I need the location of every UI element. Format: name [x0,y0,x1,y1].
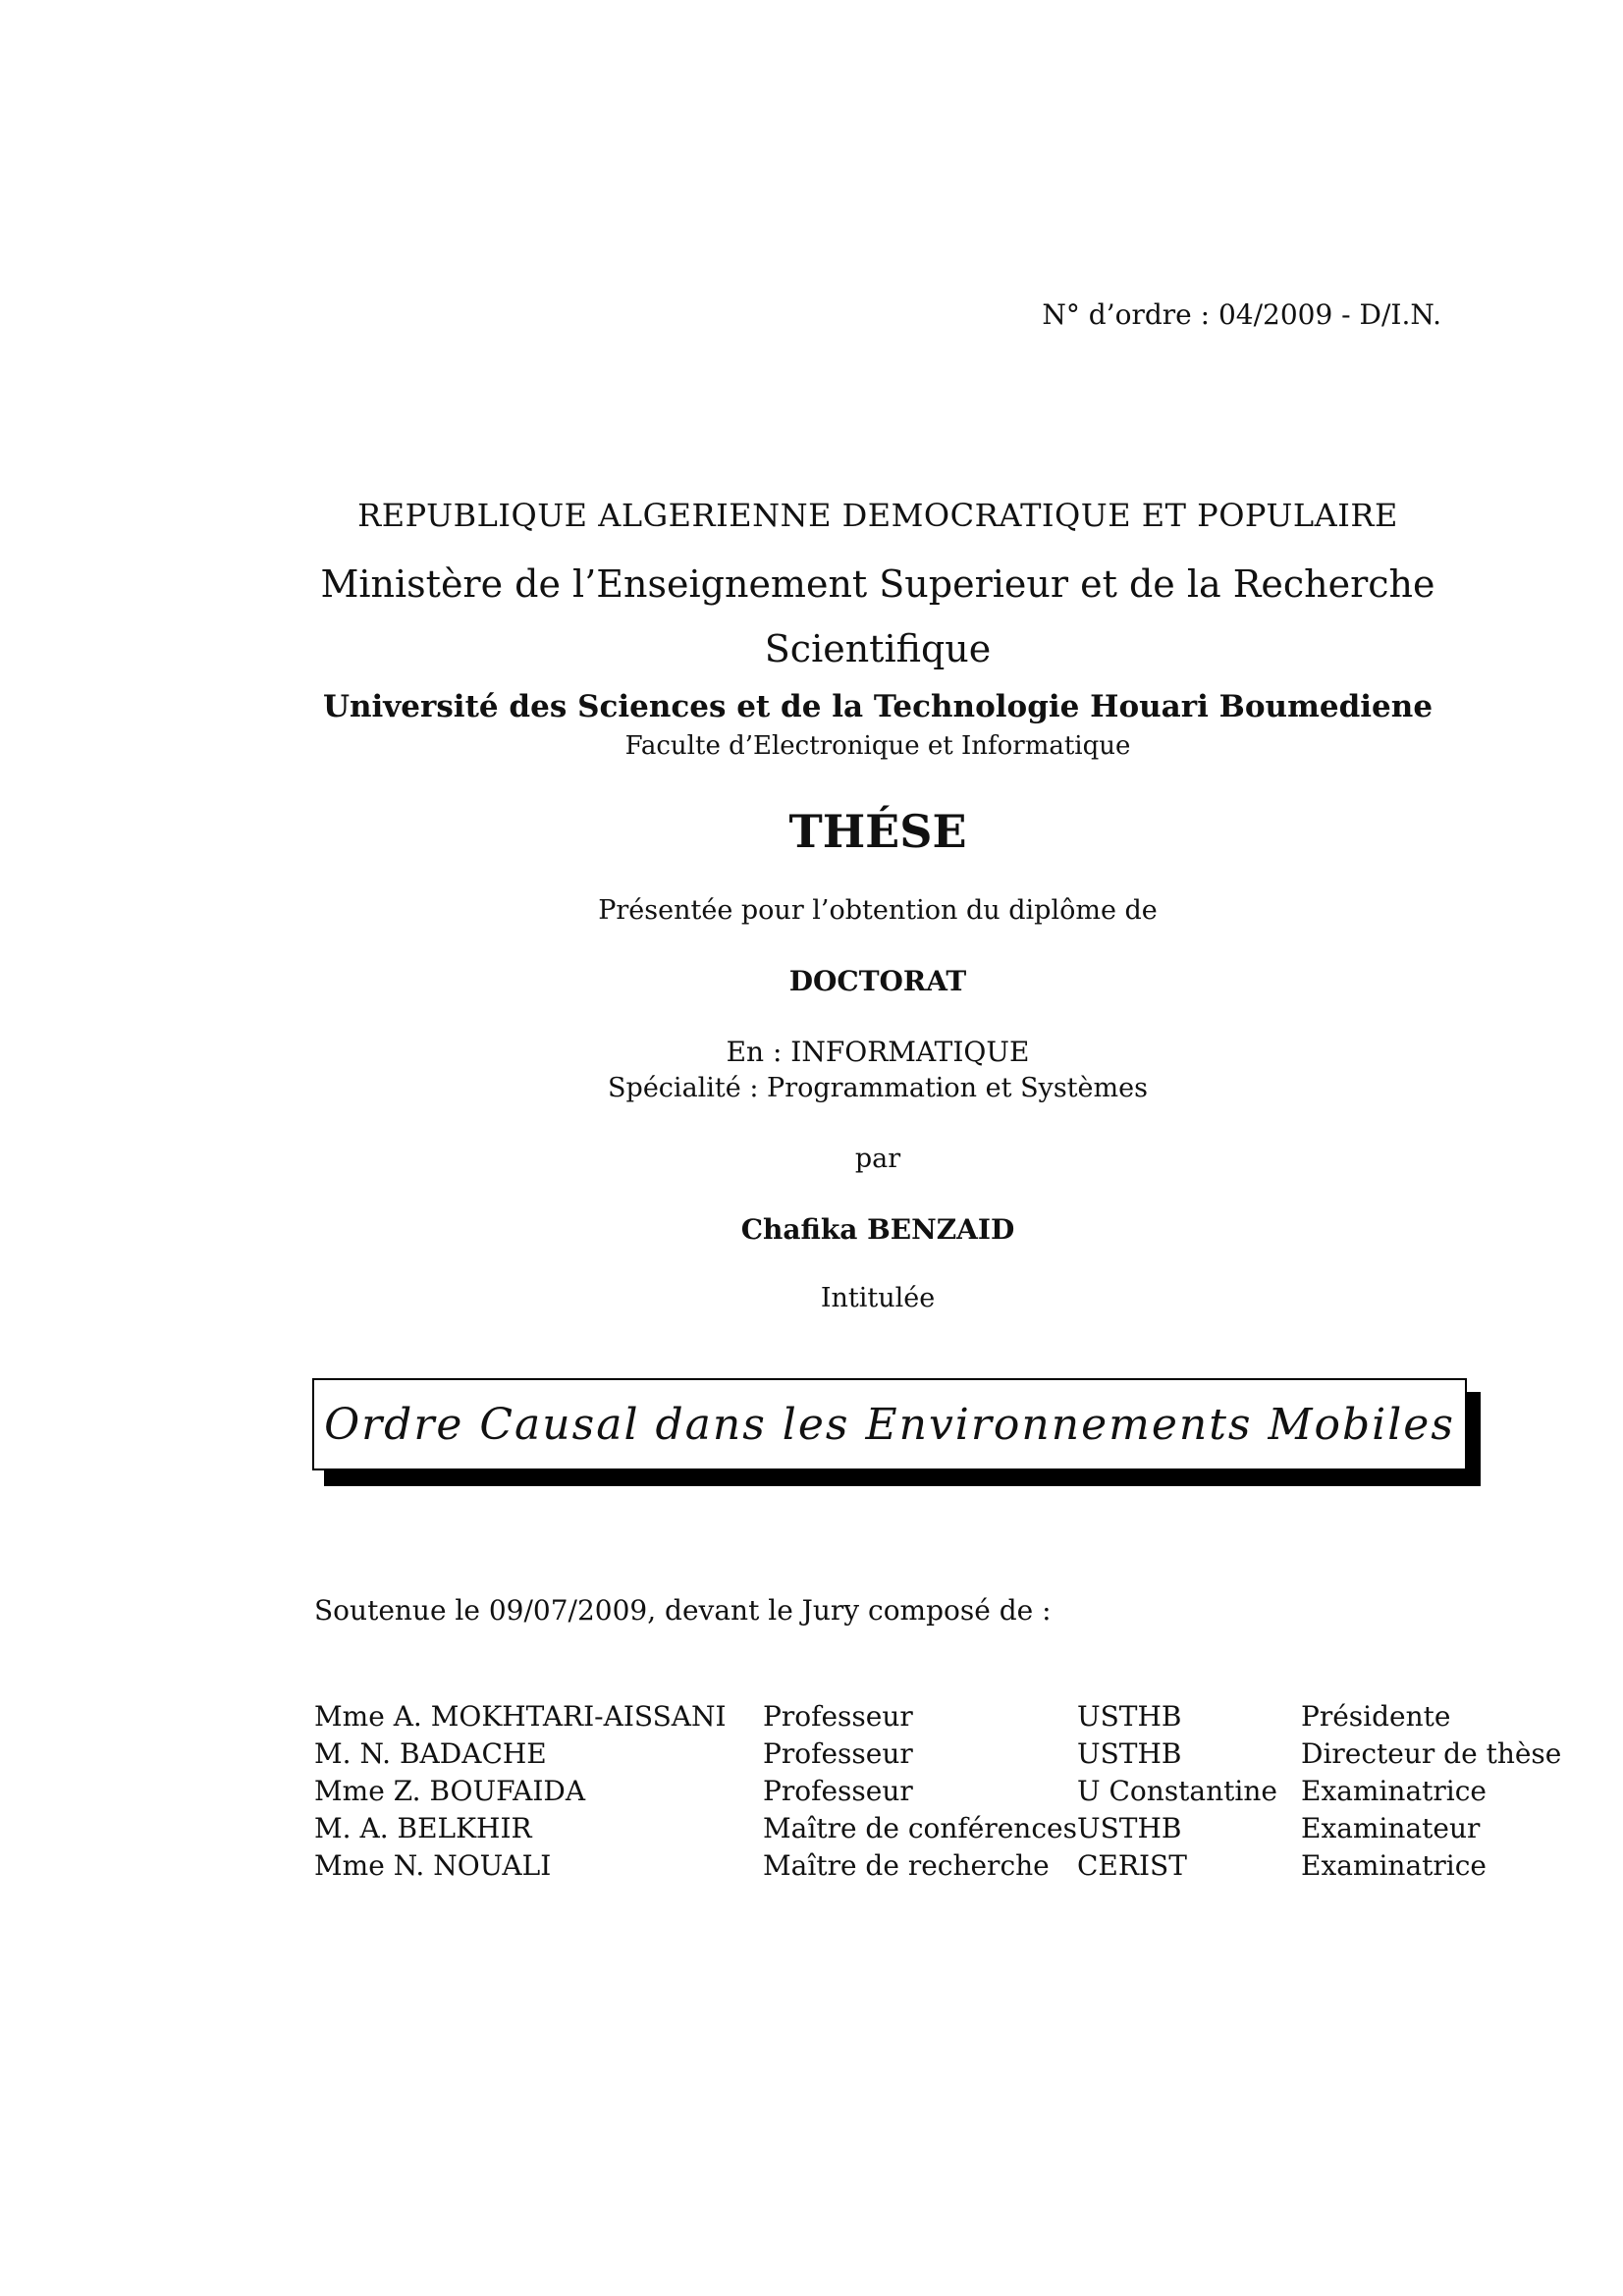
defense-statement: Soutenue le 09/07/2009, devant le Jury composé de : [314,1594,1052,1627]
by-text: par [854,1144,901,1174]
jury-member-institution: USTHB [1077,1737,1182,1770]
jury-member-role: Examinatrice [1301,1775,1487,1807]
jury-member-institution: U Constantine [1077,1775,1277,1807]
republic-heading: REPUBLIQUE ALGERIENNE DEMOCRATIQUE ET POPULAIRE [357,497,1398,534]
jury-member-role: Présidente [1301,1700,1451,1733]
title-box [312,1378,1467,1470]
thesis-heading: THÉSE [788,805,967,858]
jury-member-rank: Maître de recherche [763,1849,1050,1882]
jury-member-rank: Maître de conférences [763,1812,1077,1844]
jury-member-name: Mme N. NOUALI [314,1849,552,1882]
ministry-heading: Ministère de l’Enseignement Superieur et de la Recherche Scientifique [320,562,1435,670]
thesis-title: Ordre Causal dans les Environnements Mobiles [324,1399,1455,1450]
jury-row [314,1698,1561,1735]
specialty-text: Spécialité : Programmation et Systèmes [608,1073,1148,1103]
presented-for-text: Présentée pour l’obtention du diplôme de [598,895,1158,926]
field-text: En : INFORMATIQUE [726,1036,1030,1068]
jury-row [314,1735,1561,1773]
jury-member-role: Directeur de thèse [1301,1737,1562,1770]
jury-member-name: M. A. BELKHIR [314,1812,532,1844]
jury-member-rank: Professeur [763,1700,913,1733]
degree-name: DOCTORAT [788,965,967,997]
jury-member-institution: CERIST [1077,1849,1187,1882]
jury-member-name: M. N. BADACHE [314,1737,547,1770]
author-name: Chafika BENZAID [740,1213,1015,1246]
jury-row [314,1810,1561,1847]
jury-member-rank: Professeur [763,1775,913,1807]
jury-member-institution: USTHB [1077,1812,1182,1844]
titled-text: Intitulée [820,1283,936,1313]
jury-member-institution: USTHB [1077,1700,1182,1733]
order-number: N° d’ordre : 04/2009 - D/I.N. [1042,298,1441,331]
university-name: Université des Sciences et de la Technologie Houari Boumediene [322,689,1434,724]
jury-member-name: Mme Z. BOUFAIDA [314,1775,586,1807]
jury-member-role: Examinatrice [1301,1849,1487,1882]
jury-table [314,1698,1561,1885]
jury-member-name: Mme A. MOKHTARI-AISSANI [314,1700,727,1733]
jury-member-rank: Professeur [763,1737,913,1770]
jury-member-role: Examinateur [1301,1812,1481,1844]
faculty-name: Faculte d’Electronique et Informatique [624,731,1131,761]
jury-row [314,1847,1561,1885]
jury-row [314,1773,1561,1810]
